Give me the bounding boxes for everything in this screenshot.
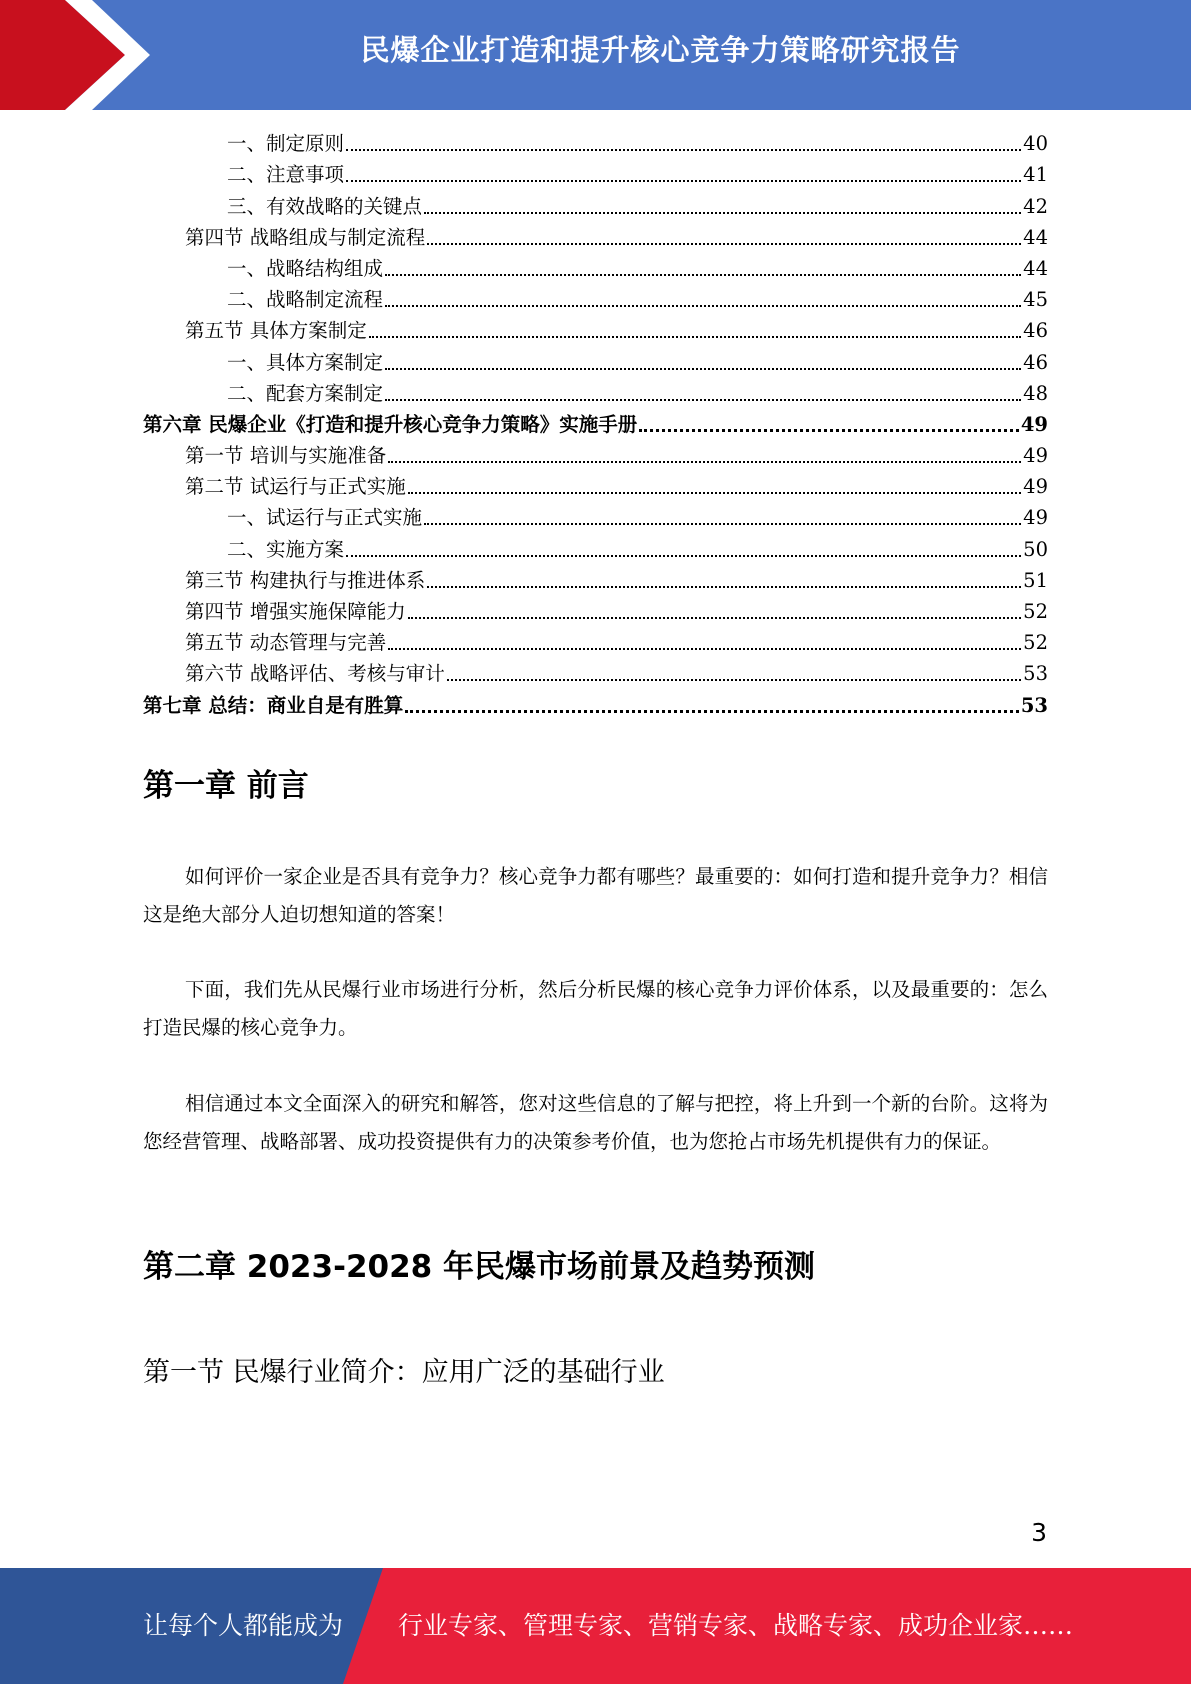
paragraph-2: 下面，我们先从民爆行业市场进行分析，然后分析民爆的核心竞争力评价体系，以及最重要的：怎么打造民爆的核心竞争力。 xyxy=(143,978,1048,1039)
toc-entry[interactable] xyxy=(143,378,1048,409)
footer-banner xyxy=(0,1568,1191,1684)
toc-dot-leader xyxy=(408,617,1021,619)
toc-entry[interactable] xyxy=(143,222,1048,253)
toc-entry-page: 41 xyxy=(1023,163,1048,187)
toc-entry-label: 二、战略制定流程 xyxy=(227,288,384,312)
toc-entry-label: 第五节 动态管理与完善 xyxy=(185,631,387,655)
toc-entry[interactable] xyxy=(143,159,1048,190)
header-red-chevron xyxy=(0,0,170,110)
chapter-1-title: 第一章 前言 xyxy=(143,768,309,804)
toc-dot-leader xyxy=(388,461,1021,463)
toc-entry[interactable] xyxy=(143,565,1048,596)
toc-entry-label: 三、有效战略的关键点 xyxy=(227,194,423,218)
toc-entry[interactable] xyxy=(143,596,1048,627)
toc-entry-page: 44 xyxy=(1023,256,1048,280)
toc-dot-leader xyxy=(346,180,1021,182)
toc-dot-leader xyxy=(408,492,1021,494)
toc-dot-leader xyxy=(427,243,1021,245)
toc-entry-page: 40 xyxy=(1023,132,1048,156)
toc-entry[interactable] xyxy=(143,689,1048,720)
toc-entry[interactable] xyxy=(143,658,1048,689)
toc-entry[interactable] xyxy=(143,284,1048,315)
toc-entry[interactable] xyxy=(143,253,1048,284)
toc-entry-label: 一、具体方案制定 xyxy=(227,350,384,374)
toc-entry-label: 二、注意事项 xyxy=(227,163,345,187)
footer-slogan-left: 让每个人都能成为 xyxy=(143,1611,344,1640)
toc-entry[interactable] xyxy=(143,409,1048,440)
toc-entry-page: 45 xyxy=(1023,288,1048,312)
toc-dot-leader xyxy=(369,336,1021,338)
toc-dot-leader xyxy=(385,305,1021,307)
toc-entry-page: 51 xyxy=(1023,568,1048,592)
toc-dot-leader xyxy=(424,212,1021,214)
toc-entry-label: 第二节 试运行与正式实施 xyxy=(185,475,406,499)
toc-entry-label: 第六节 战略评估、考核与审计 xyxy=(185,662,445,686)
toc-dot-leader xyxy=(385,399,1021,401)
toc-entry-label: 第四节 增强实施保障能力 xyxy=(185,600,406,623)
paragraph-1: 如何评价一家企业是否具有竞争力？核心竞争力都有哪些？最重要的：如何打造和提升竞争力？相信这是绝大部分人迫切想知道的答案！ xyxy=(143,865,1048,926)
toc-entry-page: 44 xyxy=(1023,225,1048,249)
toc-entry-page: 49 xyxy=(1020,412,1048,436)
toc-entry-page: 49 xyxy=(1023,444,1048,468)
toc-entry-label: 第五节 具体方案制定 xyxy=(185,319,367,343)
toc-entry[interactable] xyxy=(143,533,1048,564)
toc-entry-page: 52 xyxy=(1023,600,1048,623)
toc-entry[interactable] xyxy=(143,190,1048,221)
toc-entry-page: 53 xyxy=(1020,693,1048,717)
toc-entry-label: 一、试运行与正式实施 xyxy=(227,506,423,530)
toc-entry[interactable] xyxy=(143,346,1048,377)
toc-entry-page: 53 xyxy=(1023,662,1048,686)
toc-entry-label: 第六章 民爆企业《打造和提升核心竞争力策略》实施手册 xyxy=(143,412,638,436)
toc-entry-label: 一、制定原则 xyxy=(227,132,345,156)
toc-dot-leader xyxy=(346,555,1021,557)
toc-entry-label: 第三节 构建执行与推进体系 xyxy=(185,568,426,592)
toc-entry-page: 46 xyxy=(1023,350,1048,374)
toc-entry-page: 46 xyxy=(1023,319,1048,343)
page-number: 3 xyxy=(1031,1518,1047,1547)
toc-entry-label: 第七章 总结：商业自是有胜算 xyxy=(143,693,404,717)
toc-entry-page: 50 xyxy=(1023,537,1048,561)
toc-dot-leader xyxy=(388,648,1021,650)
toc-entry[interactable] xyxy=(143,627,1048,658)
report-title: 民爆企业打造和提升核心竞争力策略研究报告 xyxy=(360,33,961,67)
toc-dot-leader xyxy=(447,679,1021,681)
toc-entry-page: 42 xyxy=(1023,194,1048,218)
toc-entry-page: 49 xyxy=(1023,506,1048,530)
toc-entry[interactable] xyxy=(143,502,1048,533)
toc-dot-leader xyxy=(639,429,1019,432)
toc-entry[interactable] xyxy=(143,315,1048,346)
toc-entry[interactable] xyxy=(143,471,1048,502)
toc-dot-leader xyxy=(424,523,1021,525)
toc-entry-page: 49 xyxy=(1023,475,1048,499)
toc-dot-leader xyxy=(427,586,1021,588)
toc-entry[interactable] xyxy=(143,440,1048,471)
toc-dot-leader xyxy=(405,710,1019,713)
toc-entry[interactable] xyxy=(143,128,1048,159)
toc-entry-page: 52 xyxy=(1023,631,1048,655)
toc-dot-leader xyxy=(385,368,1021,370)
toc-dot-leader xyxy=(346,149,1021,151)
toc-entry-label: 第四节 战略组成与制定流程 xyxy=(185,225,426,249)
footer-slogan-right: 行业专家、管理专家、营销专家、战略专家、成功企业家…… xyxy=(398,1611,1074,1640)
toc-entry-page: 48 xyxy=(1023,381,1048,405)
section-1-title: 第一节 民爆行业简介：应用广泛的基础行业 xyxy=(143,1357,665,1388)
toc-entry-label: 第一节 培训与实施准备 xyxy=(185,444,387,468)
chapter-2-title: 第二章 2023-2028 年民爆市场前景及趋势预测 xyxy=(143,1249,816,1285)
header-banner xyxy=(0,0,1191,110)
toc-dot-leader xyxy=(385,274,1021,276)
toc-entry-label: 二、配套方案制定 xyxy=(227,381,384,405)
toc-entry-label: 一、战略结构组成 xyxy=(227,256,384,280)
table-of-contents xyxy=(143,128,1048,721)
toc-entry-label: 二、实施方案 xyxy=(227,537,345,561)
paragraph-3: 相信通过本文全面深入的研究和解答，您对这些信息的了解与把控，将上升到一个新的台阶。这将为您经营管理、战略部署、成功投资提供有力的决策参考价值，也为您抢占市场先机提供有力的保证。 xyxy=(143,1092,1048,1153)
